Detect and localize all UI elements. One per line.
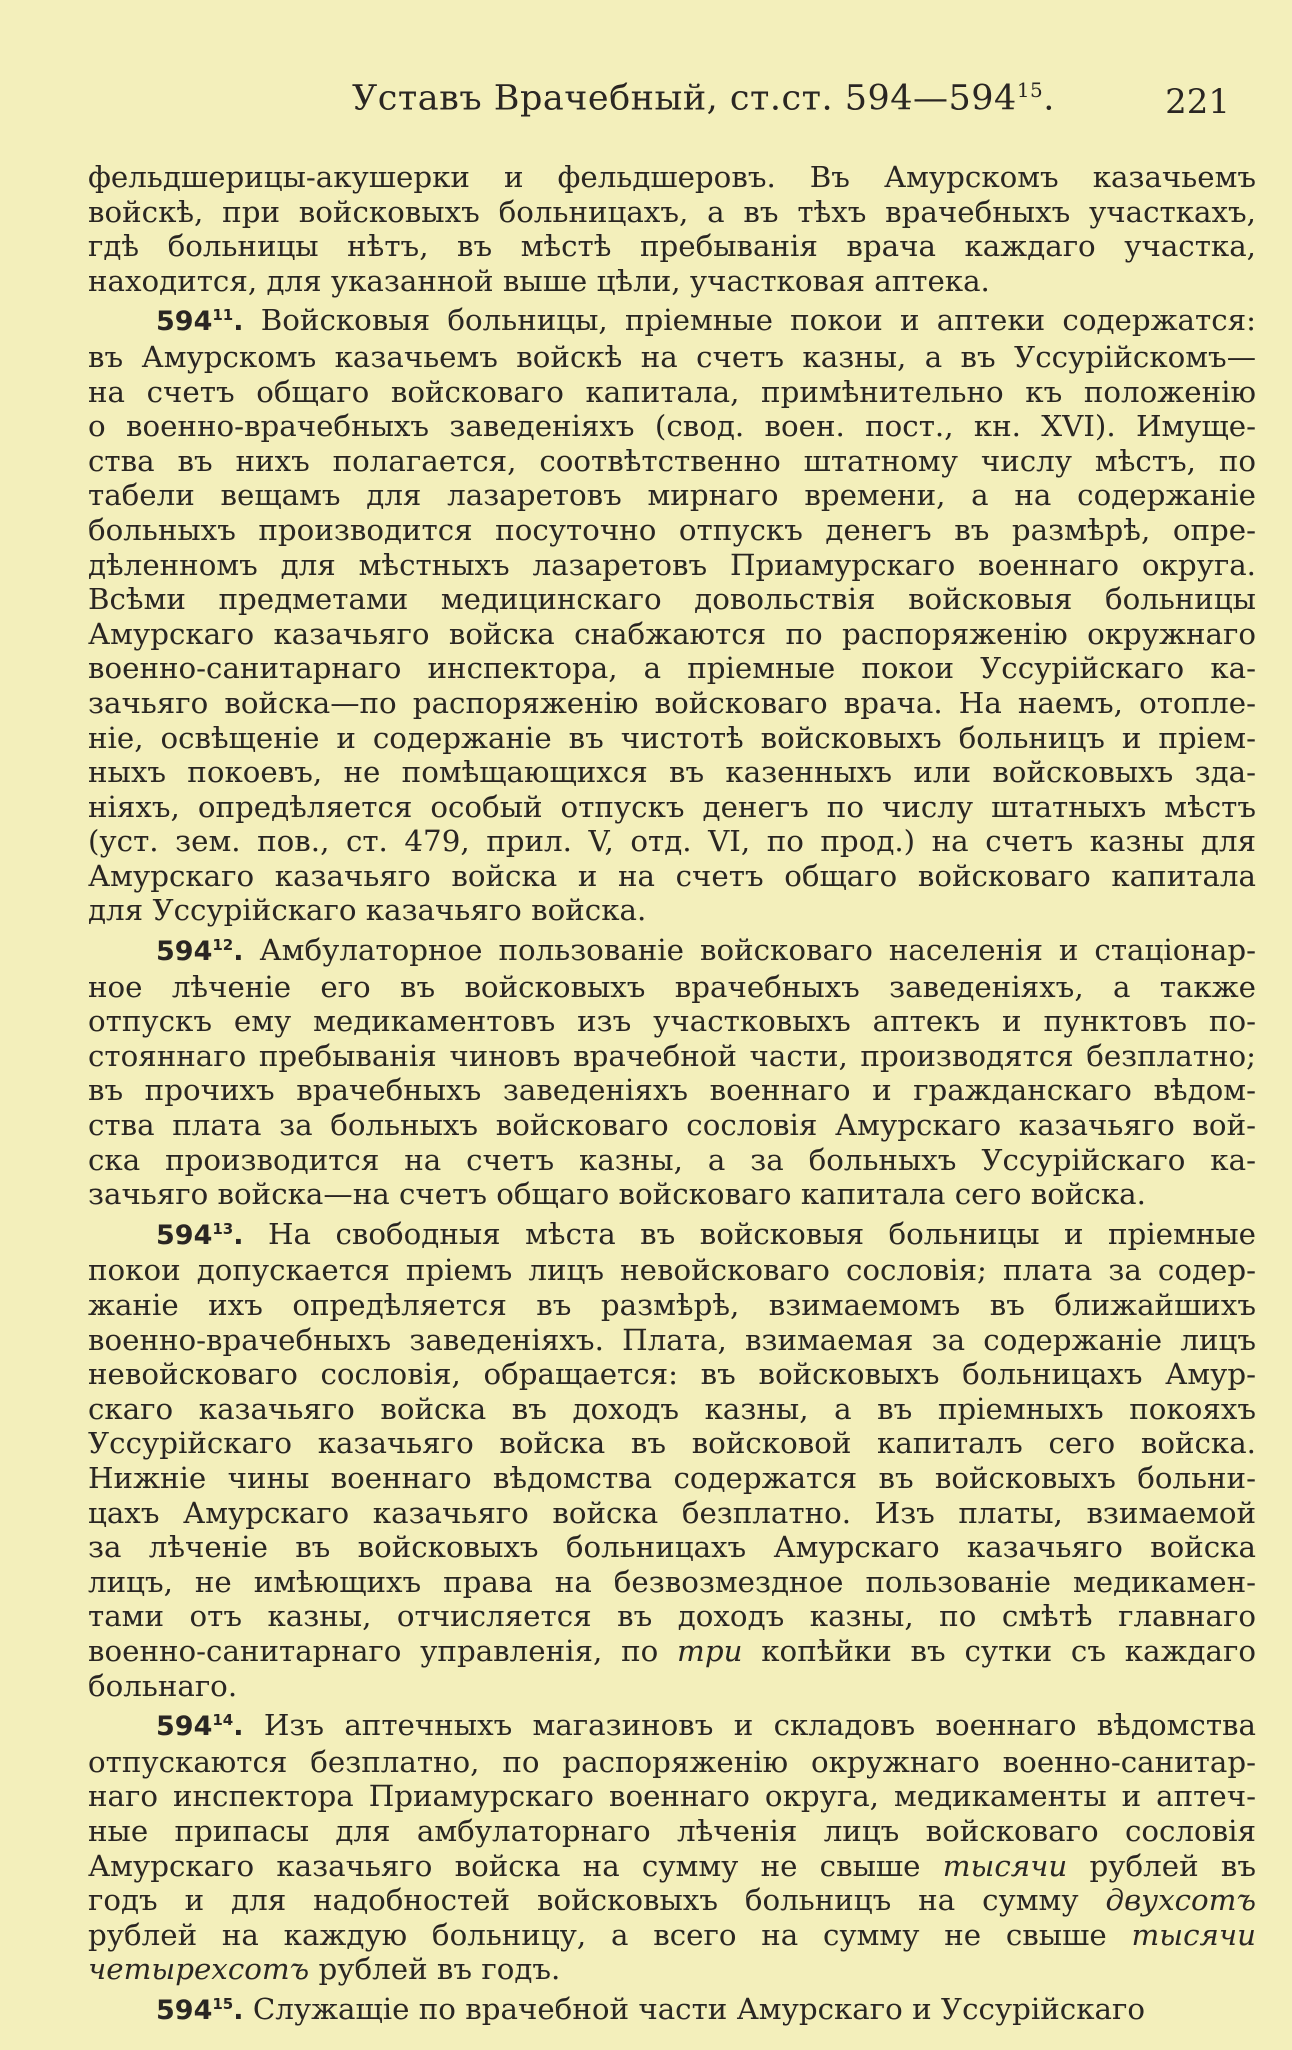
article-594-12-first-line <box>88 928 1256 970</box>
text-line: фельдшерицы-акушерки и фельдшеровъ. Въ Амурскомъ казачьемъ <box>88 160 1256 194</box>
text-fragment: рублей на каждую больницу, а всего на сумму не свыше <box>88 1917 1107 1952</box>
text-line: для Уссурійскаго казачьяго войска. <box>88 893 647 928</box>
text-line: за лѣченіе въ войсковыхъ больницахъ Амурскаго казачьяго войска <box>88 1530 1256 1565</box>
header-title <box>352 78 1055 119</box>
text-line: (уст. зем. пов., ст. 479, прил. V, отд. VI, по прод.) на счетъ казны для <box>88 824 1256 859</box>
text-line: ства въ нихъ полагается, соотвѣтственно штатному числу мѣстъ, по <box>88 443 1256 478</box>
text-line-mixed <box>88 1918 1256 1953</box>
text-line: въ прочихъ врачебныхъ заведеніяхъ военнаго и гражданскаго вѣдом- <box>88 1073 1256 1108</box>
text-line: ные припасы для амбулаторнаго лѣченія лицъ войсковаго сословія <box>88 1813 1256 1848</box>
text-fragment: рублей въ <box>1089 1848 1256 1883</box>
text-fragment: Амурскаго казачьяго войска на сумму не свыше <box>88 1848 921 1883</box>
text-line: Амурскаго казачьяго войска снабжаются по распоряженію окружнаго <box>88 616 1256 651</box>
text-line: жаніе ихъ опредѣляется въ размѣрѣ, взимаемомъ въ ближайшихъ <box>88 1288 1256 1322</box>
text-line: ное лѣченіе его въ войсковыхъ врачебныхъ заведеніяхъ, а также <box>88 969 1256 1004</box>
article-number: $594^{13}$. <box>156 1219 244 1251</box>
text-line-mixed <box>88 1849 1256 1884</box>
article-594-11-first-line <box>88 298 1256 340</box>
text-line: находится, для указанной выше цѣли, участковая аптека. <box>88 263 990 298</box>
header-title-sup: 15 <box>1016 78 1044 102</box>
text-line: Амурскаго казачьяго войска и на счетъ общаго войсковаго капитала <box>88 858 1256 893</box>
text-line: Всѣми предметами медицинскаго довольствія войсковыя больницы <box>88 582 1256 617</box>
header-title-text: Уставъ Врачебный, ст.ст. 594—594 <box>352 78 1017 119</box>
text-line: Служащіе по врачебной части Амурскаго и Уссурійскаго <box>252 1991 1145 2026</box>
italic-word: двухсотъ <box>1105 1883 1256 1918</box>
text-line: о военно-врачебныхъ заведеніяхъ (свод. воен. пост., кн. XVI). Имуще- <box>88 409 1256 444</box>
text-line: гдѣ больницы нѣтъ, въ мѣстѣ пребыванія врача каждаго участка, <box>88 229 1256 264</box>
italic-word: три <box>677 1633 743 1668</box>
text-line: войскѣ, при войсковыхъ больницахъ, а въ тѣхъ врачебныхъ участкахъ, <box>88 194 1256 229</box>
text-fragment: рублей въ годъ. <box>318 1952 561 1987</box>
article-594-14-first-line <box>88 1703 1256 1745</box>
article-number: $594^{11}$. <box>156 306 244 338</box>
text-line: табели вещамъ для лазаретовъ мирнаго времени, а на содержаніе <box>88 478 1256 513</box>
text-line: ніяхъ, опредѣляется особый отпускъ денегъ по числу штатныхъ мѣстъ <box>88 789 1256 824</box>
text-line: Уссурійскаго казачьяго войска въ войсковой капиталъ сего войска. <box>88 1426 1256 1461</box>
page-number: 221 <box>1165 82 1230 122</box>
italic-word: четырехсотъ <box>88 1952 310 1987</box>
text-line: ніе, освѣщеніе и содержаніе въ чистотѣ войсковыхъ больницъ и пріем- <box>88 720 1256 755</box>
text-fragment: военно-санитарнаго управленія, по <box>88 1633 659 1668</box>
article-number: $594^{14}$. <box>156 1711 244 1743</box>
text-line: отпускъ ему медикаментовъ изъ участковыхъ аптекъ и пунктовъ по- <box>88 1004 1256 1039</box>
text-line: невойсковаго сословія, обращается: въ войсковыхъ больницахъ Амур- <box>88 1357 1256 1392</box>
text-line: больнаго. <box>88 1668 238 1703</box>
text-line: больныхъ производится посуточно отпускъ денегъ въ размѣрѣ, опре- <box>88 512 1256 547</box>
text-line: ства плата за больныхъ войсковаго сословія Амурскаго казачьяго вой- <box>88 1108 1256 1143</box>
text-fragment: копѣйки въ сутки съ каждаго <box>761 1633 1256 1668</box>
text-line-mixed <box>88 1634 1256 1669</box>
text-line: цахъ Амурскаго казачьяго войска безплатно. Изъ платы, взимаемой <box>88 1495 1256 1530</box>
text-line: скаго казачьяго войска въ доходъ казны, а въ пріемныхъ покояхъ <box>88 1391 1256 1426</box>
text-line: ска производится на счетъ казны, а за больныхъ Уссурійскаго ка- <box>88 1142 1256 1177</box>
article-594-15-first-line <box>88 1987 1256 2029</box>
text-line: покои допускается пріемъ лицъ невойсковаго сословія; плата за содер- <box>88 1253 1256 1288</box>
text-line: дѣленномъ для мѣстныхъ лазаретовъ Приамурскаго военнаго округа. <box>88 547 1256 582</box>
text-line: стояннаго пребыванія чиновъ врачебной части, производятся безплатно; <box>88 1038 1256 1073</box>
text-line: лицъ, не имѣющихъ права на безвозмездное пользованіе медикамен- <box>88 1564 1256 1599</box>
text-line-mixed <box>88 1883 1256 1918</box>
text-fragment: годъ и для надобностей войсковыхъ больницъ на сумму <box>88 1883 1079 1918</box>
text-line: Изъ аптечныхъ магазиновъ и складовъ военнаго вѣдомства <box>263 1708 1256 1743</box>
text-line: Амбулаторное пользованіе войсковаго населенія и стаціонар- <box>259 933 1256 968</box>
text-line: военно-санитарнаго инспектора, а пріемные покои Уссурійскаго ка- <box>88 651 1256 686</box>
article-number: $594^{15}$. <box>156 1994 244 2026</box>
text-line: въ Амурскомъ казачьемъ войскѣ на счетъ казны, а въ Уссурійскомъ— <box>88 339 1256 374</box>
text-line: на счетъ общаго войсковаго капитала, примѣнительно къ положенію <box>88 374 1256 409</box>
text-line: Нижніе чины военнаго вѣдомства содержатся въ войсковыхъ больни- <box>88 1460 1256 1495</box>
text-line-mixed <box>88 1952 1256 1987</box>
body-text <box>88 160 1256 2028</box>
text-line: наго инспектора Приамурскаго военнаго округа, медикаменты и аптеч- <box>88 1779 1256 1814</box>
article-number: $594^{12}$. <box>156 936 244 968</box>
text-line: Войсковыя больницы, пріемные покои и аптеки содержатся: <box>260 303 1256 338</box>
italic-word: тысячи <box>942 1848 1068 1883</box>
text-line: На свободныя мѣста въ войсковыя больницы и пріемные <box>268 1216 1256 1251</box>
article-594-13-first-line <box>88 1212 1256 1254</box>
text-line: ныхъ покоевъ, не помѣщающихся въ казенныхъ или войсковыхъ зда- <box>88 755 1256 790</box>
text-line: отпускаются безплатно, по распоряженію окружнаго военно-санитар- <box>88 1744 1256 1779</box>
text-line: тами отъ казны, отчисляется въ доходъ казны, по смѣтѣ главнаго <box>88 1599 1256 1634</box>
text-line: зачьяго войска—по распоряженію войсковаго врача. На наемъ, отопле- <box>88 685 1256 720</box>
text-line: зачьяго войска—на счетъ общаго войсковаго капитала сего войска. <box>88 1177 1146 1212</box>
running-header <box>88 72 1256 134</box>
italic-word: тысячи <box>1131 1917 1256 1952</box>
header-title-end: . <box>1043 78 1055 119</box>
text-line: военно-врачебныхъ заведеніяхъ. Плата, взимаемая за содержаніе лицъ <box>88 1322 1256 1357</box>
